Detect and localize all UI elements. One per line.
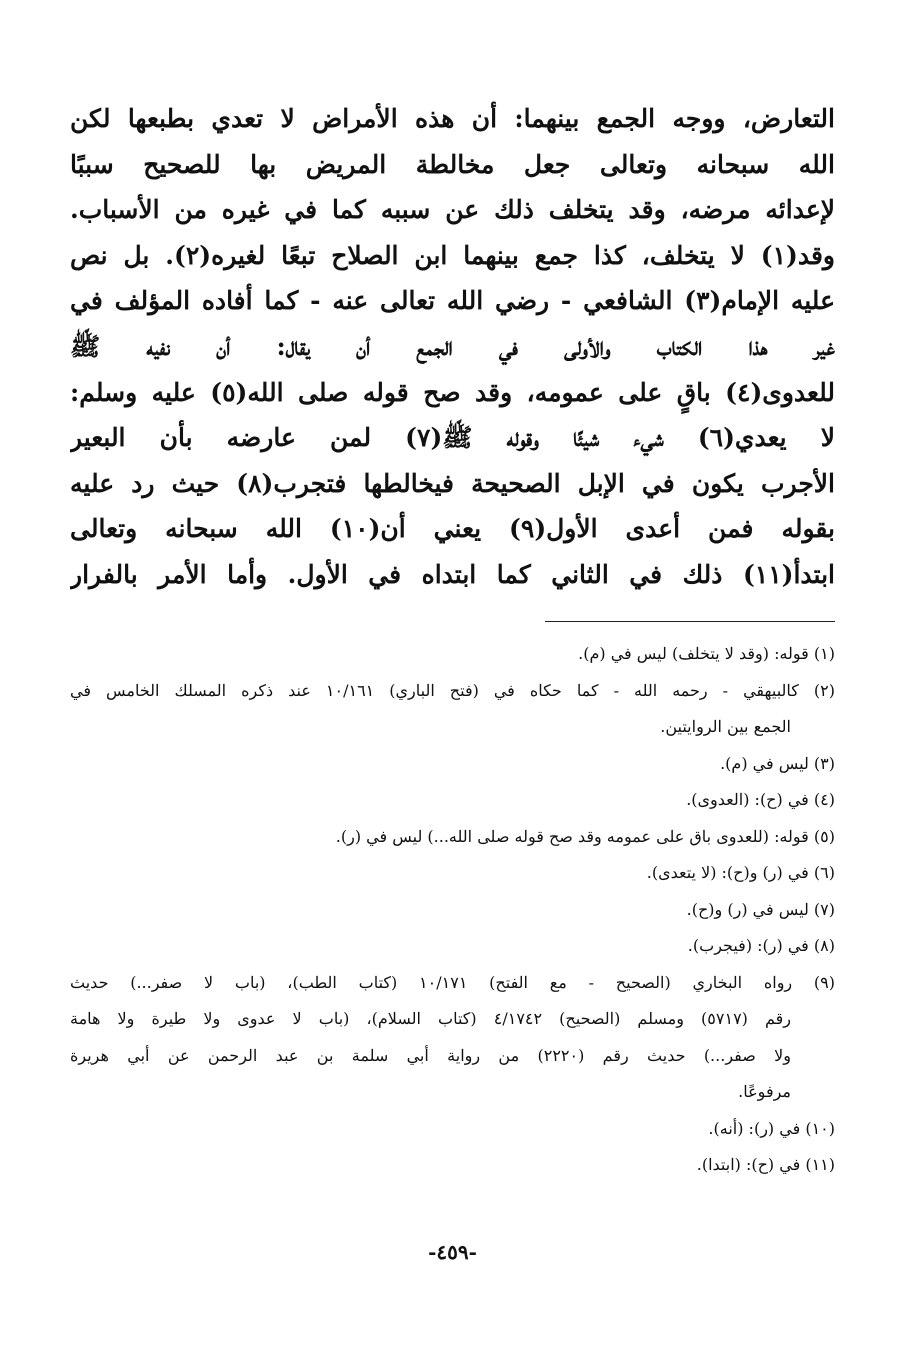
footnote-line: (٧) ليس في (ر) و(ح). — [686, 899, 835, 919]
footnote-line: (٣) ليس في (م). — [720, 753, 835, 773]
footnote-separator — [545, 621, 835, 622]
footnote-line: (٨) في (ر): (فيجرب). — [687, 936, 835, 955]
footnote-line: الجمع بين الروايتين. — [660, 717, 791, 736]
footnotes-block — [70, 636, 835, 1184]
footnote-line: (٦) في (ر) و(ح): (لا يتعدى). — [646, 863, 835, 882]
main-text-block — [70, 96, 835, 598]
footnote-line: (٥) قوله: (للعدوى باق على عمومه وقد صح قوله صلى الله...) ليس في (ر). — [335, 826, 835, 846]
main-text-line: لا يعدي(٦) شيء شيئًا وقوله ﷺ(٧) لمن عارضه بأن البعير — [70, 423, 835, 453]
main-text-line: لإعدائه مرضه، وقد يتخلف ذلك عن سببه كما في غيره من الأسباب. — [70, 195, 835, 225]
footnote-line: مرفوعًا. — [738, 1082, 791, 1101]
main-text-line: عليه الإمام(٣) الشافعي - رضي الله تعالى عنه - كما أفاده المؤلف في — [70, 286, 835, 316]
footnote-line: (١١) في (ح): (ابتدا). — [696, 1155, 835, 1174]
main-text-line: الأجرب يكون في الإبل الصحيحة فيخالطها فتجرب(٨) حيث رد عليه — [70, 468, 835, 498]
footnote-line: ولا صفر...) حديث رقم (٢٢٢٠) من رواية أبي سلمة بن عبد الرحمن عن أبي هريرة — [70, 1045, 791, 1065]
page-number: -٤٥٩- — [428, 1240, 477, 1264]
main-text-line: غير هذا الكتاب والأولى في الجمع أن يقال: أن نفيه ﷺ — [70, 331, 835, 361]
footnote-line: (٤) في (ح): (العدوى). — [686, 790, 835, 809]
footnote-line: (٢) كالبيهقي - رحمه الله - كما حكاه في (فتح الباري) ١٠/١٦١ عند ذكره المسلك الخامس في — [70, 680, 835, 700]
main-text-line: للعدوى(٤) باقٍ على عمومه، وقد صح قوله صلى الله(٥) عليه وسلم: — [70, 377, 835, 407]
footnote-line: رقم (٥٧١٧) ومسلم (الصحيح) ٤/١٧٤٢ (كتاب السلام)، (باب لا عدوى ولا طيرة ولا هامة — [70, 1009, 792, 1028]
footnote-line: (١٠) في (ر): (أنه). — [708, 1118, 835, 1138]
main-text-line: وقد(١) لا يتخلف، كذا جمع بينهما ابن الصلاح تبعًا لغيره(٢). بل نص — [70, 240, 835, 270]
main-text-line: الله سبحانه وتعالى جعل مخالطة المريض بها للصحيح سببًا — [70, 149, 835, 179]
main-text-line: بقوله فمن أعدى الأول(٩) يعني أن(١٠) الله سبحانه وتعالى — [70, 514, 835, 544]
main-text-line: التعارض، ووجه الجمع بينهما: أن هذه الأمراض لا تعدي بطبعها لكن — [70, 104, 835, 133]
main-text-line: ابتدأ(١١) ذلك في الثاني كما ابتداه في الأول. وأما الأمر بالفرار — [70, 559, 835, 589]
footnote-line: (١) قوله: (وقد لا يتخلف) ليس في (م). — [578, 644, 835, 663]
footnote-line: (٩) رواه البخاري (الصحيح - مع الفتح) ١٠/١٧١ (كتاب الطب)، (باب لا صفر...) حديث — [70, 972, 835, 992]
